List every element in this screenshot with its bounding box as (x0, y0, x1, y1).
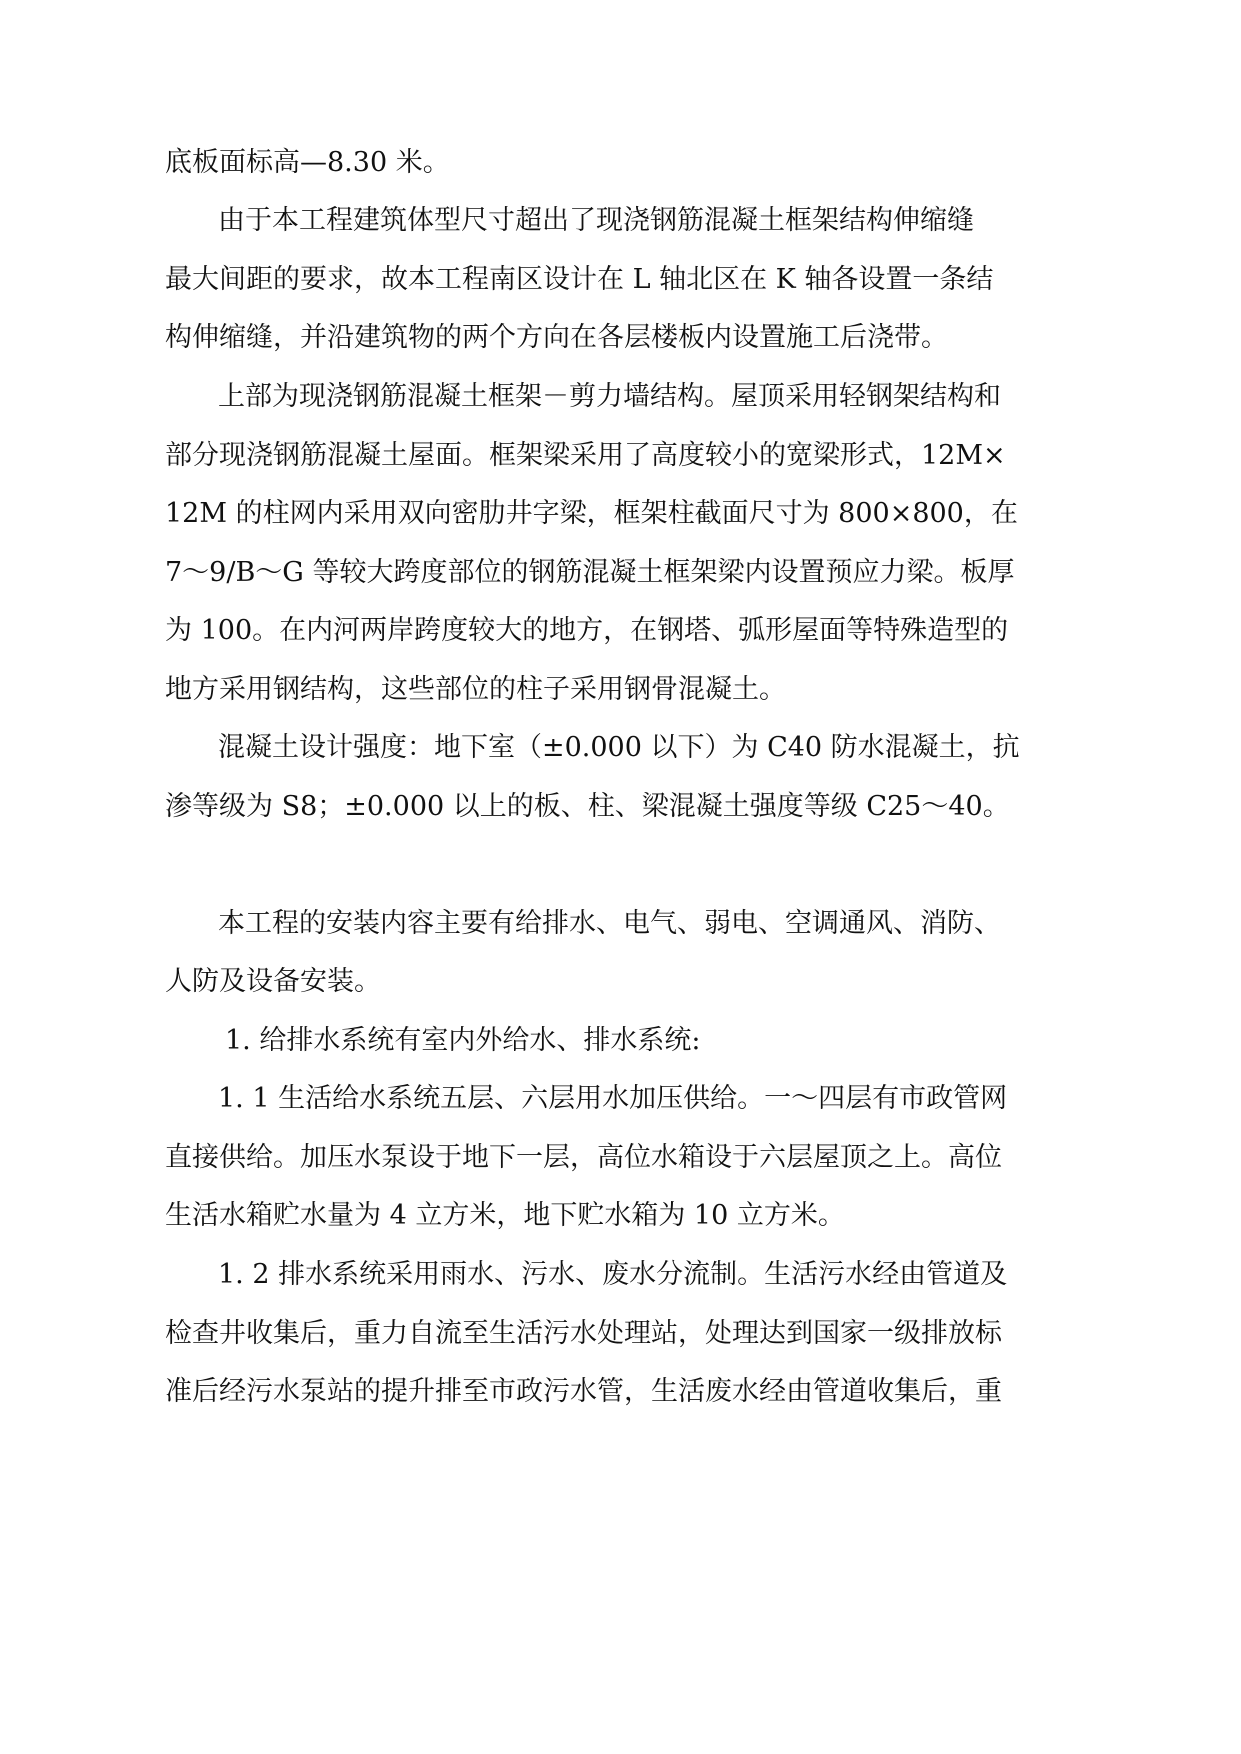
text-line: 构伸缩缝，并沿建筑物的两个方向在各层楼板内设置施工后浇带。 (165, 322, 948, 353)
text-line: 准后经污水泵站的提升排至市政污水管，生活废水经由管道收集后，重 (165, 1376, 1002, 1407)
text-line: 最大间距的要求，故本工程南区设计在 L 轴北区在 K 轴各设置一条结 (165, 264, 994, 295)
text-line: 地方采用钢结构，这些部位的柱子采用钢骨混凝土。 (165, 674, 786, 705)
text-line: 检查井收集后，重力自流至生活污水处理站，处理达到国家一级排放标 (165, 1318, 1002, 1349)
text-line: 渗等级为 S8；±0.000 以上的板、柱、梁混凝土强度等级 C25～40。 (165, 791, 1010, 822)
text-line: 12M 的柱网内采用双向密肋井字梁，框架柱截面尺寸为 800×800，在 (165, 498, 1018, 529)
text-line: 直接供给。加压水泵设于地下一层，高位水箱设于六层屋顶之上。高位 (165, 1142, 1002, 1173)
section-heading: 1. 给排水系统有室内外给水、排水系统: (225, 1025, 701, 1056)
text-line: 部分现浇钢筋混凝土屋面。框架梁采用了高度较小的宽梁形式，12M× (165, 440, 1006, 471)
text-line: 人防及设备安装。 (165, 966, 381, 997)
text-line: 由于本工程建筑体型尺寸超出了现浇钢筋混凝土框架结构伸缩缝 (218, 205, 974, 236)
text-line: 混凝土设计强度：地下室（±0.000 以下）为 C40 防水混凝土，抗 (218, 732, 1020, 763)
text-line: 上部为现浇钢筋混凝土框架－剪力墙结构。屋顶采用轻钢架结构和 (218, 381, 1001, 412)
text-line: 1. 2 排水系统采用雨水、污水、废水分流制。生活污水经由管道及 (218, 1259, 1008, 1290)
text-line: 7～9/B～G 等较大跨度部位的钢筋混凝土框架梁内设置预应力梁。板厚 (165, 557, 1015, 588)
text-line: 底板面标高—8.30 米。 (165, 147, 450, 178)
text-line: 1. 1 生活给水系统五层、六层用水加压供给。一～四层有市政管网 (218, 1083, 1008, 1114)
text-line: 生活水箱贮水量为 4 立方米，地下贮水箱为 10 立方米。 (165, 1200, 845, 1231)
text-line: 为 100。在内河两岸跨度较大的地方，在钢塔、弧形屋面等特殊造型的 (165, 615, 1009, 646)
text-line: 本工程的安装内容主要有给排水、电气、弱电、空调通风、消防、 (218, 908, 1001, 939)
